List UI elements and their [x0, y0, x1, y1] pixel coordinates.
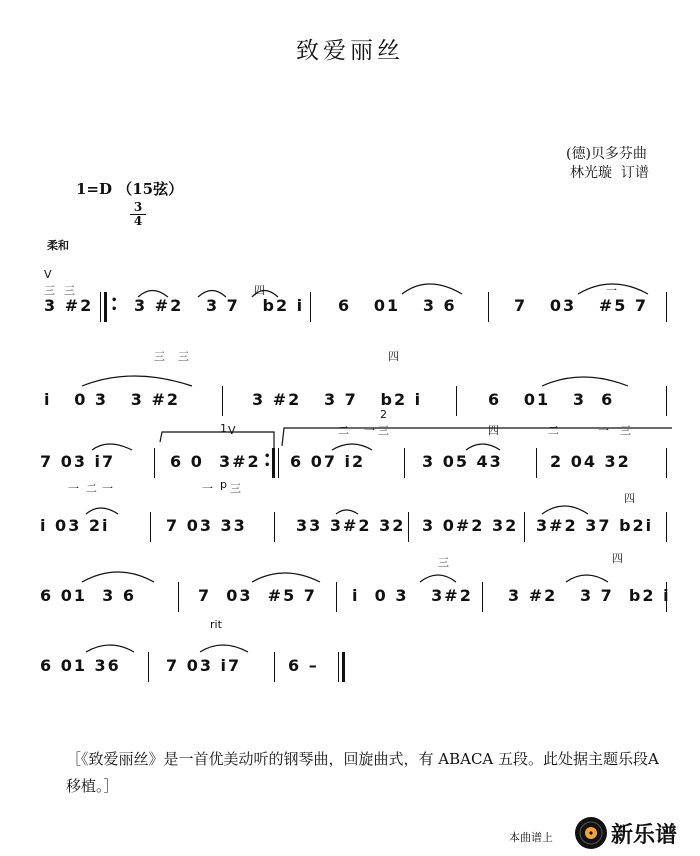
- score-row-1: [42, 264, 672, 334]
- arranger-credit: 林光璇 订谱: [570, 165, 649, 181]
- fingering-mark: 四: [624, 492, 635, 505]
- fingering-mark: 三: [178, 350, 189, 363]
- score-row-2: [42, 350, 672, 428]
- score-row-6: [40, 618, 672, 694]
- fingering-mark: 三: [44, 284, 55, 297]
- breath-mark: V: [44, 268, 52, 281]
- measure: 6 07 i2: [290, 452, 366, 471]
- measure: 7 03 33: [166, 516, 247, 535]
- measure: 6 01 3 6: [488, 390, 615, 409]
- breath-mark: V: [228, 424, 236, 437]
- measure: i 03 2i: [40, 516, 110, 535]
- measure: 6 01 36: [40, 656, 121, 675]
- measure: 3 #2 3 7 b2 i: [508, 586, 671, 605]
- measure: 3#2 37 b2i: [536, 516, 654, 535]
- fingering-mark: 四: [488, 424, 499, 437]
- fingering-mark: 一: [598, 424, 609, 437]
- slurs: [42, 264, 672, 334]
- fingering-mark: 三: [154, 350, 165, 363]
- fingering-mark: 三: [378, 424, 389, 437]
- measure: 7 03 i7: [40, 452, 116, 471]
- volta-label: 2: [380, 408, 387, 421]
- measure: 6 01 3 6: [40, 586, 136, 605]
- score-row-5: [42, 554, 672, 624]
- fingering-mark: 一: [102, 482, 113, 495]
- ritardando-mark: rit: [210, 618, 222, 631]
- time-signature: [130, 201, 146, 228]
- fingering-mark: 二: [338, 424, 349, 437]
- vinyl-record-icon: [574, 816, 608, 850]
- repeat-dots: • •: [111, 295, 118, 315]
- fingering-mark: 三: [438, 556, 449, 569]
- fingering-mark: 一: [68, 482, 79, 495]
- fingering-mark: 三: [620, 424, 631, 437]
- fingering-mark: 四: [254, 284, 265, 297]
- volta-label: 1: [220, 422, 227, 435]
- measure: 3 #2: [44, 296, 94, 315]
- fingering-mark: 一: [364, 424, 375, 437]
- meter-bottom: 4: [130, 214, 146, 228]
- measure: 3 05 43: [422, 452, 503, 471]
- fingering-mark: 一: [606, 284, 617, 297]
- brand-logo[interactable]: 新乐谱: [611, 823, 678, 848]
- measure: 3 0#2 32: [422, 516, 519, 535]
- footer-caption: 本曲谱上: [509, 831, 553, 844]
- slurs: [42, 624, 672, 694]
- fingering-mark: 三: [64, 284, 75, 297]
- measure: 3 #2 3 7 b2 i: [252, 390, 423, 409]
- dynamic-mark: p: [220, 478, 227, 491]
- annotation-note: ［《致爱丽丝》是一首优美动听的钢琴曲，回旋曲式，有 ABACA 五段。此处据主题乐段A 移植。］: [66, 750, 659, 795]
- fingering-mark: 四: [388, 350, 399, 363]
- fingering-mark: 三: [230, 482, 241, 495]
- key-signature: 1=D （15弦）: [76, 180, 184, 198]
- score-row-3: [40, 408, 672, 490]
- expression-mark: 柔和: [47, 239, 69, 252]
- measure: 3 #2 3 7 b2 i: [134, 296, 305, 315]
- measure: i 0 3 3 #2: [44, 390, 180, 409]
- fingering-mark: 一: [202, 482, 213, 495]
- score-title: 致爱丽丝: [296, 38, 404, 64]
- fingering-mark: 四: [612, 552, 623, 565]
- measure: i 0 3 3#2: [352, 586, 473, 605]
- slurs: [42, 358, 672, 428]
- measure: 6 01 3 6: [338, 296, 457, 315]
- measure: 6 0 3#2: [170, 452, 261, 471]
- volta-brackets-and-slurs: [42, 420, 672, 490]
- measure: 33 3#2 32: [296, 516, 406, 535]
- fingering-mark: 二: [86, 482, 97, 495]
- score-row-4: [40, 478, 672, 554]
- measure: 7 03 #5 7: [514, 296, 649, 315]
- meter-top: 3: [133, 200, 143, 214]
- measure: 7 03 #5 7: [198, 586, 317, 605]
- slurs: [42, 554, 672, 624]
- repeat-dots: • •: [264, 451, 271, 471]
- measure: 7 03 i7: [166, 656, 242, 675]
- composer-credit: (德)贝多芬曲: [566, 146, 647, 162]
- fingering-mark: 二: [548, 424, 559, 437]
- measure: 2 04 32: [550, 452, 631, 471]
- measure: 6 –: [288, 656, 319, 675]
- slurs: [42, 484, 672, 554]
